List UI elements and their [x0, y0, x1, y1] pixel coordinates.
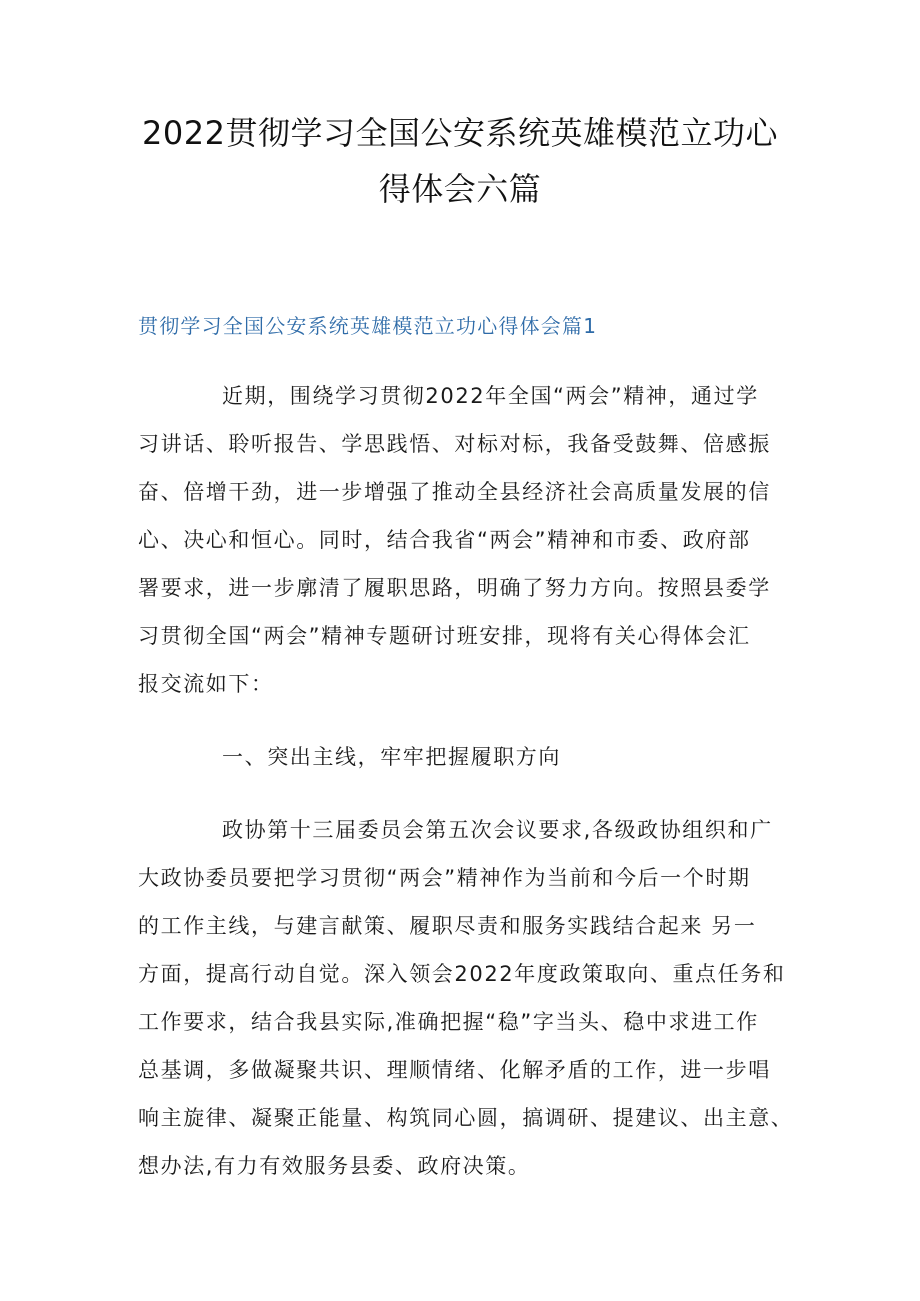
paragraph-1-line: 心、决心和恒心。同时，结合我省“两会”精神和市委、政府部 [138, 528, 751, 552]
paragraph-1-line: 习贯彻全国“两会”精神专题研讨班安排，现将有关心得体会汇 [138, 624, 751, 648]
paragraph-2-line: 方面，提高行动自觉。深入领会2022年度政策取向、重点任务和 [138, 962, 786, 986]
subheading-1: 一、突出主线，牢牢把握履职方向 [222, 745, 561, 769]
paragraph-2-line: 工作要求，结合我县实际,准确把握“稳”字当头、稳中求进工作 [138, 1010, 759, 1034]
paragraph-1-line: 报交流如下： [138, 672, 274, 696]
paragraph-2-line: 总基调，多做凝聚共识、理顺情绪、化解矛盾的工作，进一步唱 [138, 1058, 771, 1082]
document-title-line-1: 2022贯彻学习全国公安系统英雄模范立功心 [142, 114, 778, 152]
paragraph-2-line: 的工作主线，与建言献策、履职尽责和服务实践结合起来 另一 [138, 914, 757, 938]
section-heading: 贯彻学习全国公安系统英雄模范立功心得体会篇1 [138, 314, 598, 338]
paragraph-2-line: 想办法,有力有效服务县委、政府决策。 [138, 1154, 531, 1178]
paragraph-2-line: 大政协委员要把学习贯彻“两会”精神作为当前和今后一个时期 [138, 866, 751, 890]
paragraph-2-line: 响主旋律、凝聚正能量、构筑同心圆，搞调研、提建议、出主意、 [138, 1106, 794, 1130]
paragraph-2-line: 政协第十三届委员会第五次会议要求,各级政协组织和广 [222, 818, 773, 842]
paragraph-1-line: 习讲话、聆听报告、学思践悟、对标对标，我备受鼓舞、倍感振 [138, 432, 771, 456]
paragraph-1-line: 奋、倍增干劲，进一步增强了推动全县经济社会高质量发展的信 [138, 480, 771, 504]
document-title-line-2: 得体会六篇 [378, 170, 542, 208]
paragraph-1-line: 近期，围绕学习贯彻2022年全国“两会”精神，通过学 [222, 384, 759, 408]
paragraph-1-line: 署要求，进一步廓清了履职思路，明确了努力方向。按照县委学 [138, 576, 771, 600]
